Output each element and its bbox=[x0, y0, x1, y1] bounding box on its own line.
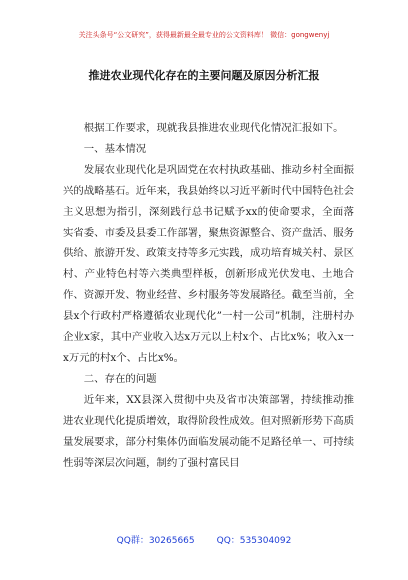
header-banner: 关注头条号“公文研究”，获得最新最全最专业的公文资料库！ 微信：gongwenyj bbox=[78, 31, 330, 39]
document-title: 推进农业现代化存在的主要问题及原因分析汇报 bbox=[88, 69, 320, 82]
section-heading-basic-situation: 一、基本情况 bbox=[83, 142, 147, 155]
footer-contact bbox=[0, 535, 408, 547]
intro-paragraph: 根据工作要求，现就我县推进农业现代化情况汇报如下。 bbox=[83, 122, 344, 134]
section-heading-problems: 二、存在的问题 bbox=[83, 372, 157, 385]
basic-situation-paragraph: 发展农业现代化是巩固党在农村执政基础、推动乡村全面振兴的战略基石。近年来，我县始终以习近平新时代中国特色社会主义思想为指引，深刻践行总书记赋予xx的使命要求，全面落实省委、市委及县委工作部署，聚焦资源整合、资产盘活、服务供给、旅游开发、政策支持等多元实践，成功培育城关村、景区村、产业特色村等六类典型样板，创新形成光伏发电、土地合作、资源开发、物业经营、乡村服务等发展路径。截至当前，全县x个行政村严格遵循农业现代化”一村一公司”机制，注册村办企业x家，其中产业收入达x万元以上村x个、占比x%；收入x一x万元的村x个、占比x%。 bbox=[63, 163, 354, 364]
qq-group-number: QQ群：30265665 bbox=[116, 536, 195, 546]
document-body bbox=[63, 118, 354, 473]
problems-paragraph: 近年来，XX县深入贯彻中央及省市决策部署，持续推动推进农业现代化提质增效，取得阶段性成效。但对照新形势下高质量发展要求，部分村集体仍面临发展动能不足路径单一、可持续性弱等深层次问题，制约了强村富民目 bbox=[63, 393, 354, 469]
qq-number: QQ：535304092 bbox=[216, 536, 292, 546]
